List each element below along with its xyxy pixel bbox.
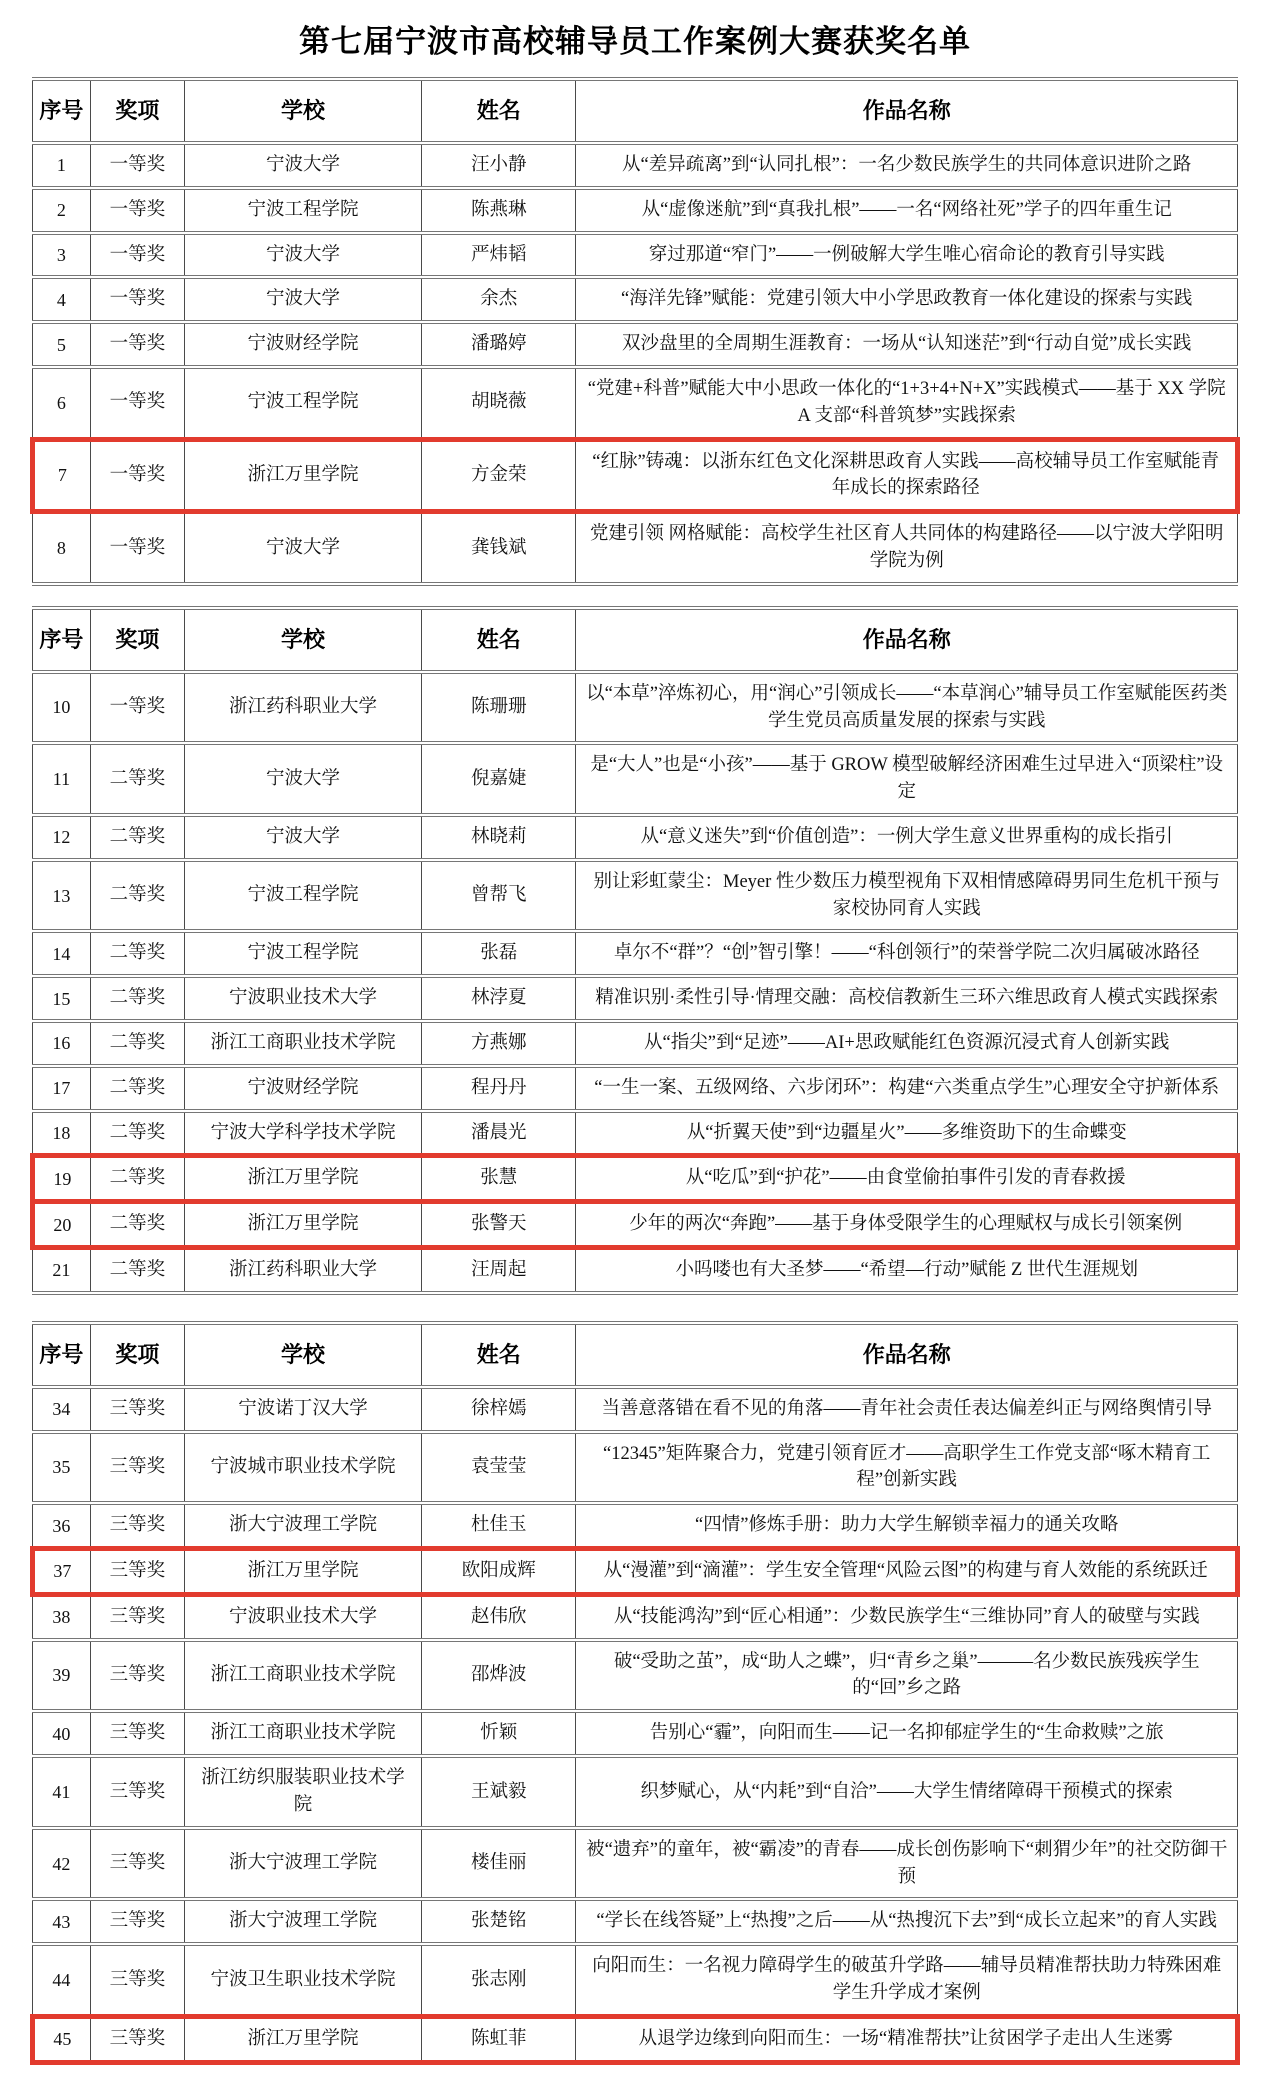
cell-school: 浙江工商职业技术学院 <box>184 1021 421 1066</box>
table-row <box>33 1756 1238 1828</box>
table-row-highlighted <box>33 1156 1238 1202</box>
cell-work: 从退学边缘到向阳而生：一场“精准帮扶”让贫困学子走出人生迷雾 <box>576 2016 1238 2062</box>
cell-name: 徐梓嫣 <box>422 1387 576 1432</box>
cell-award: 一等奖 <box>90 143 184 188</box>
cell-award: 二等奖 <box>90 1202 184 1248</box>
table-row <box>33 1503 1238 1548</box>
cell-award: 二等奖 <box>90 931 184 976</box>
table-row-highlighted <box>33 1202 1238 1248</box>
column-header-no: 序号 <box>33 1323 91 1387</box>
cell-work: 别让彩虹蒙尘：Meyer 性少数压力模型视角下双相情感障碍男同生危机干预与家校协同育人实践 <box>576 860 1238 932</box>
cell-award: 二等奖 <box>90 1111 184 1156</box>
cell-name: 忻颖 <box>422 1711 576 1756</box>
cell-award: 二等奖 <box>90 976 184 1021</box>
cell-school: 宁波职业技术大学 <box>184 1594 421 1639</box>
table-row <box>33 931 1238 976</box>
column-header-no: 序号 <box>33 79 91 143</box>
cell-school: 浙江工商职业技术学院 <box>184 1711 421 1756</box>
cell-name: 张慧 <box>422 1156 576 1202</box>
cell-work: 告别心“霾”，向阳而生——记一名抑郁症学生的“生命救赎”之旅 <box>576 1711 1238 1756</box>
table-row <box>33 143 1238 188</box>
page-title: 第七届宁波市高校辅导员工作案例大赛获奖名单 <box>299 24 971 59</box>
cell-name: 余杰 <box>422 277 576 322</box>
cell-name: 林晓莉 <box>422 815 576 860</box>
cell-work: 穿过那道“窄门”——一例破解大学生唯心宿命论的教育引导实践 <box>576 233 1238 278</box>
cell-work: 向阳而生：一名视力障碍学生的破茧升学路——辅导员精准帮扶助力特殊困难学生升学成才案例 <box>576 1944 1238 2016</box>
cell-work: 被“遗弃”的童年，被“霸凌”的青春——成长创伤影响下“刺猬少年”的社交防御干预 <box>576 1828 1238 1900</box>
cell-award: 二等奖 <box>90 1066 184 1111</box>
cell-name: 张志刚 <box>422 1944 576 2016</box>
cell-work: 是“大人”也是“小孩”——基于 GROW 模型破解经济困难生过早进入“顶梁柱”设定 <box>576 743 1238 815</box>
cell-name: 汪周起 <box>422 1248 576 1293</box>
column-header-work: 作品名称 <box>576 1323 1238 1387</box>
cell-name: 张警天 <box>422 1202 576 1248</box>
table-row <box>33 1594 1238 1639</box>
cell-name: 曾帮飞 <box>422 860 576 932</box>
header-row <box>33 1323 1238 1387</box>
cell-school: 宁波财经学院 <box>184 322 421 367</box>
cell-school: 宁波工程学院 <box>184 931 421 976</box>
table-body <box>33 1387 1238 2062</box>
cell-name: 潘晨光 <box>422 1111 576 1156</box>
table-header <box>33 1323 1238 1387</box>
cell-school: 宁波卫生职业技术学院 <box>184 1944 421 2016</box>
cell-award: 三等奖 <box>90 2016 184 2062</box>
cell-award: 一等奖 <box>90 322 184 367</box>
cell-award: 一等奖 <box>90 672 184 744</box>
cell-name: 欧阳成辉 <box>422 1549 576 1595</box>
cell-work: 织梦赋心，从“内耗”到“自洽”——大学生情绪障碍干预模式的探索 <box>576 1756 1238 1828</box>
cell-award: 一等奖 <box>90 512 184 584</box>
cell-name: 林浡夏 <box>422 976 576 1021</box>
column-header-name: 姓名 <box>422 1323 576 1387</box>
cell-no: 16 <box>33 1021 91 1066</box>
cell-name: 楼佳丽 <box>422 1828 576 1900</box>
cell-award: 三等奖 <box>90 1828 184 1900</box>
cell-school: 浙江万里学院 <box>184 1202 421 1248</box>
cell-work: 从“意义迷失”到“价值创造”：一例大学生意义世界重构的成长指引 <box>576 815 1238 860</box>
column-header-name: 姓名 <box>422 79 576 143</box>
cell-award: 二等奖 <box>90 743 184 815</box>
cell-school: 浙大宁波理工学院 <box>184 1503 421 1548</box>
cell-work: 党建引领 网格赋能：高校学生社区育人共同体的构建路径——以宁波大学阳明学院为例 <box>576 512 1238 584</box>
table-row <box>33 1111 1238 1156</box>
cell-work: 当善意落错在看不见的角落——青年社会责任表达偏差纠正与网络舆情引导 <box>576 1387 1238 1432</box>
cell-award: 三等奖 <box>90 1944 184 2016</box>
cell-school: 浙江药科职业大学 <box>184 672 421 744</box>
cell-award: 一等奖 <box>90 277 184 322</box>
table-row <box>33 1899 1238 1944</box>
cell-no: 7 <box>33 439 91 512</box>
cell-no: 41 <box>33 1756 91 1828</box>
cell-award: 三等奖 <box>90 1432 184 1504</box>
column-header-work: 作品名称 <box>576 608 1238 672</box>
cell-school: 宁波诺丁汉大学 <box>184 1387 421 1432</box>
column-header-no: 序号 <box>33 608 91 672</box>
table-row-highlighted <box>33 439 1238 512</box>
cell-no: 8 <box>33 512 91 584</box>
table-row <box>33 188 1238 233</box>
cell-no: 36 <box>33 1503 91 1548</box>
cell-no: 3 <box>33 233 91 278</box>
cell-no: 14 <box>33 931 91 976</box>
cell-award: 三等奖 <box>90 1640 184 1712</box>
cell-award: 三等奖 <box>90 1387 184 1432</box>
cell-no: 6 <box>33 367 91 439</box>
table-header <box>33 608 1238 672</box>
cell-name: 程丹丹 <box>422 1066 576 1111</box>
header-row <box>33 608 1238 672</box>
cell-name: 邵烨波 <box>422 1640 576 1712</box>
cell-work: 从“虚像迷航”到“真我扎根”——一名“网络社死”学子的四年重生记 <box>576 188 1238 233</box>
table-row-highlighted <box>33 2016 1238 2062</box>
cell-work: “12345”矩阵聚合力，党建引领育匠才——高职学生工作党支部“啄木精育工程”创新实践 <box>576 1432 1238 1504</box>
cell-school: 浙江万里学院 <box>184 1549 421 1595</box>
column-header-award: 奖项 <box>90 608 184 672</box>
cell-no: 40 <box>33 1711 91 1756</box>
cell-name: 倪嘉婕 <box>422 743 576 815</box>
cell-school: 浙江纺织服装职业技术学院 <box>184 1756 421 1828</box>
cell-school: 宁波大学 <box>184 512 421 584</box>
cell-no: 35 <box>33 1432 91 1504</box>
cell-no: 17 <box>33 1066 91 1111</box>
cell-work: “党建+科普”赋能大中小思政一体化的“1+3+4+N+X”实践模式——基于 XX 学院 A 支部“科普筑梦”实践探索 <box>576 367 1238 439</box>
table-row <box>33 1640 1238 1712</box>
table-header <box>33 79 1238 143</box>
cell-work: 小吗喽也有大圣梦——“希望—行动”赋能 Z 世代生涯规划 <box>576 1248 1238 1293</box>
table-row-highlighted <box>33 1549 1238 1595</box>
column-header-school: 学校 <box>184 79 421 143</box>
table-body <box>33 143 1238 584</box>
table-row <box>33 1387 1238 1432</box>
column-header-name: 姓名 <box>422 608 576 672</box>
cell-school: 浙江药科职业大学 <box>184 1248 421 1293</box>
cell-school: 宁波大学 <box>184 743 421 815</box>
cell-school: 浙大宁波理工学院 <box>184 1899 421 1944</box>
cell-work: 破“受助之茧”，成“助人之蝶”，归“青乡之巢”———名少数民族残疾学生的“回”乡之路 <box>576 1640 1238 1712</box>
cell-no: 18 <box>33 1111 91 1156</box>
cell-name: 王斌毅 <box>422 1756 576 1828</box>
cell-name: 陈珊珊 <box>422 672 576 744</box>
table-row <box>33 860 1238 932</box>
column-header-award: 奖项 <box>90 79 184 143</box>
cell-award: 二等奖 <box>90 1156 184 1202</box>
cell-award: 三等奖 <box>90 1899 184 1944</box>
cell-work: 少年的两次“奔跑”——基于身体受限学生的心理赋权与成长引领案例 <box>576 1202 1238 1248</box>
cell-no: 19 <box>33 1156 91 1202</box>
table-row <box>33 1066 1238 1111</box>
table-row <box>33 1021 1238 1066</box>
cell-school: 浙大宁波理工学院 <box>184 1828 421 1900</box>
table-row <box>33 277 1238 322</box>
cell-work: “海洋先锋”赋能：党建引领大中小学思政教育一体化建设的探索与实践 <box>576 277 1238 322</box>
cell-no: 43 <box>33 1899 91 1944</box>
cell-no: 37 <box>33 1549 91 1595</box>
cell-school: 宁波工程学院 <box>184 188 421 233</box>
cell-no: 10 <box>33 672 91 744</box>
cell-award: 三等奖 <box>90 1756 184 1828</box>
cell-school: 宁波大学 <box>184 143 421 188</box>
cell-award: 二等奖 <box>90 815 184 860</box>
cell-award: 二等奖 <box>90 1021 184 1066</box>
cell-school: 宁波工程学院 <box>184 367 421 439</box>
cell-no: 13 <box>33 860 91 932</box>
cell-work: 从“差异疏离”到“认同扎根”：一名少数民族学生的共同体意识进阶之路 <box>576 143 1238 188</box>
table-row <box>33 976 1238 1021</box>
cell-school: 浙江万里学院 <box>184 1156 421 1202</box>
header-row <box>33 79 1238 143</box>
cell-name: 潘璐婷 <box>422 322 576 367</box>
cell-school: 宁波大学科学技术学院 <box>184 1111 421 1156</box>
cell-school: 宁波大学 <box>184 277 421 322</box>
column-header-school: 学校 <box>184 1323 421 1387</box>
cell-award: 一等奖 <box>90 439 184 512</box>
cell-no: 1 <box>33 143 91 188</box>
cell-no: 20 <box>33 1202 91 1248</box>
cell-no: 38 <box>33 1594 91 1639</box>
cell-no: 39 <box>33 1640 91 1712</box>
cell-work: 以“本草”淬炼初心，用“润心”引领成长——“本草润心”辅导员工作室赋能医药类学生党员高质量发展的探索与实践 <box>576 672 1238 744</box>
cell-work: 从“指尖”到“足迹”——AI+思政赋能红色资源沉浸式育人创新实践 <box>576 1021 1238 1066</box>
cell-work: 精准识别·柔性引导·情理交融：高校信教新生三环六维思政育人模式实践探索 <box>576 976 1238 1021</box>
cell-name: 张楚铭 <box>422 1899 576 1944</box>
cell-work: “红脉”铸魂：以浙东红色文化深耕思政育人实践——高校辅导员工作室赋能青年成长的探索路径 <box>576 439 1238 512</box>
cell-school: 宁波大学 <box>184 233 421 278</box>
cell-no: 12 <box>33 815 91 860</box>
cell-school: 宁波财经学院 <box>184 1066 421 1111</box>
table-row <box>33 672 1238 744</box>
cell-work: 从“技能鸿沟”到“匠心相通”：少数民族学生“三维协同”育人的破壁与实践 <box>576 1594 1238 1639</box>
cell-name: 严炜韬 <box>422 233 576 278</box>
cell-name: 陈燕琳 <box>422 188 576 233</box>
cell-school: 宁波城市职业技术学院 <box>184 1432 421 1504</box>
cell-work: “四情”修炼手册：助力大学生解锁幸福力的通关攻略 <box>576 1503 1238 1548</box>
cell-award: 三等奖 <box>90 1549 184 1595</box>
cell-name: 赵伟欣 <box>422 1594 576 1639</box>
table-row <box>33 1944 1238 2016</box>
column-header-award: 奖项 <box>90 1323 184 1387</box>
table-row <box>33 512 1238 584</box>
cell-name: 杜佳玉 <box>422 1503 576 1548</box>
column-header-work: 作品名称 <box>576 79 1238 143</box>
cell-no: 2 <box>33 188 91 233</box>
cell-work: 从“漫灌”到“滴灌”：学生安全管理“风险云图”的构建与育人效能的系统跃迁 <box>576 1549 1238 1595</box>
cell-no: 5 <box>33 322 91 367</box>
cell-award: 一等奖 <box>90 188 184 233</box>
table-row <box>33 1248 1238 1293</box>
table-row <box>33 1432 1238 1504</box>
table-row <box>33 233 1238 278</box>
cell-school: 浙江工商职业技术学院 <box>184 1640 421 1712</box>
cell-no: 42 <box>33 1828 91 1900</box>
cell-award: 三等奖 <box>90 1503 184 1548</box>
table-row <box>33 367 1238 439</box>
cell-school: 浙江万里学院 <box>184 439 421 512</box>
cell-name: 方金荣 <box>422 439 576 512</box>
awards-table-first-prize <box>30 77 1240 586</box>
cell-work: “学长在线答疑”上“热搜”之后——从“热搜沉下去”到“成长立起来”的育人实践 <box>576 1899 1238 1944</box>
table-row <box>33 1711 1238 1756</box>
cell-no: 4 <box>33 277 91 322</box>
cell-school: 宁波大学 <box>184 815 421 860</box>
cell-no: 15 <box>33 976 91 1021</box>
cell-work: 双沙盘里的全周期生涯教育：一场从“认知迷茫”到“行动自觉”成长实践 <box>576 322 1238 367</box>
cell-no: 21 <box>33 1248 91 1293</box>
cell-work: 从“折翼天使”到“边疆星火”——多维资助下的生命蝶变 <box>576 1111 1238 1156</box>
cell-name: 袁莹莹 <box>422 1432 576 1504</box>
cell-no: 45 <box>33 2016 91 2062</box>
cell-award: 三等奖 <box>90 1711 184 1756</box>
table-row <box>33 743 1238 815</box>
cell-work: 卓尔不“群”？“创”智引擎！——“科创领行”的荣誉学院二次归属破冰路径 <box>576 931 1238 976</box>
cell-award: 二等奖 <box>90 860 184 932</box>
cell-work: “一生一案、五级网络、六步闭环”：构建“六类重点学生”心理安全守护新体系 <box>576 1066 1238 1111</box>
cell-name: 方燕娜 <box>422 1021 576 1066</box>
cell-no: 11 <box>33 743 91 815</box>
cell-name: 张磊 <box>422 931 576 976</box>
cell-name: 汪小静 <box>422 143 576 188</box>
cell-award: 二等奖 <box>90 1248 184 1293</box>
cell-work: 从“吃瓜”到“护花”——由食堂偷拍事件引发的青春救援 <box>576 1156 1238 1202</box>
cell-no: 44 <box>33 1944 91 2016</box>
cell-name: 龚钱斌 <box>422 512 576 584</box>
column-header-school: 学校 <box>184 608 421 672</box>
cell-name: 胡晓薇 <box>422 367 576 439</box>
cell-school: 宁波工程学院 <box>184 860 421 932</box>
cell-school: 浙江万里学院 <box>184 2016 421 2062</box>
table-body <box>33 672 1238 1293</box>
table-row <box>33 1828 1238 1900</box>
awards-table-third-prize <box>30 1321 1240 2065</box>
cell-award: 一等奖 <box>90 233 184 278</box>
table-row <box>33 322 1238 367</box>
cell-school: 宁波职业技术大学 <box>184 976 421 1021</box>
awards-table-second-prize <box>30 606 1240 1295</box>
cell-award: 一等奖 <box>90 367 184 439</box>
cell-no: 34 <box>33 1387 91 1432</box>
cell-award: 三等奖 <box>90 1594 184 1639</box>
table-row <box>33 815 1238 860</box>
cell-name: 陈虹菲 <box>422 2016 576 2062</box>
